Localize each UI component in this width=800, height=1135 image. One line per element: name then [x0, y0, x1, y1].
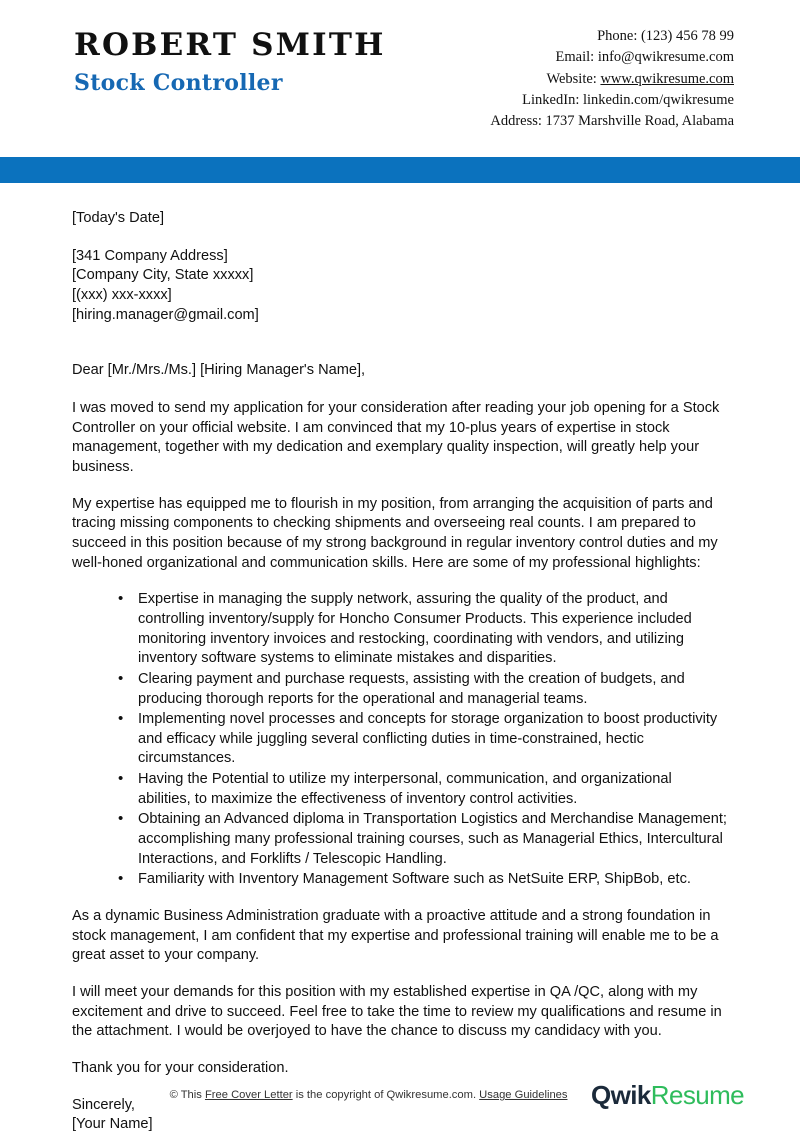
letter-body — [0, 183, 800, 1135]
footer-copyright-middle: is the copyright of Qwikresume.com. — [292, 1089, 480, 1101]
signoff-name: [Your Name] — [72, 1116, 153, 1133]
paragraph-intro: I was moved to send my application for your consideration after reading your job opening for a Stock Controller on your official website. I am convinced that my 10-plus years of expertise in stock management, together with my dedication and exemplary quality inspection, will greatly help your business. — [72, 399, 720, 476]
paragraph-closing: I will meet your demands for this position with my established expertise in QA /QC, along with my excitement and drive to succeed. Feel free to take the time to review my qualifications and resume in the attachment. I would be overjoyed to have the chance to discuss my candidacy with you. — [72, 983, 722, 1040]
free-cover-letter-link[interactable]: Free Cover Letter — [204, 1089, 293, 1101]
footer-copyright-prefix: © This — [169, 1089, 205, 1101]
list-item: • Obtaining an Advanced diploma in Transportation Logistics and Merchandise Management; accomplishing many professional training courses, such as Managerial Ethics, Intercultural Interactions, and Forklifts / Telescopic Handling. — [118, 810, 728, 869]
date-and-recipient — [72, 209, 728, 325]
list-item: • Having the Potential to utilize my interpersonal, communication, and organizational abilities, to maximize the effectiveness of inventory control activities. — [118, 770, 728, 809]
paragraph-graduate: As a dynamic Business Administration graduate with a proactive attitude and a strong foundation in stock management, I am confident that my expertise and professional training will enable me to be a great asset to your company. — [72, 907, 719, 964]
recipient-email-line: [hiring.manager@gmail.com] — [72, 306, 259, 323]
document-header — [0, 0, 800, 157]
recipient-phone-line: [(xxx) xxx-xxxx] — [72, 287, 172, 304]
header-accent-bar — [0, 157, 800, 183]
recipient-city-line: [Company City, State xxxxx] — [72, 267, 254, 284]
contact-website-link[interactable]: www.qwikresume.com — [600, 70, 734, 87]
contact-linkedin: LinkedIn: linkedin.com/qwikresume — [522, 91, 734, 108]
signoff-closing: Sincerely, — [72, 1096, 135, 1113]
list-item: • Clearing payment and purchase requests, assisting with the creation of budgets, and producing thorough reports for the operational and managerial teams. — [118, 670, 728, 709]
logo-text-resume: Resume — [650, 1079, 744, 1110]
header-identity — [74, 22, 386, 97]
logo-text-qwik: Qwik — [591, 1079, 651, 1110]
salutation: Dear [Mr./Mrs./Ms.] [Hiring Manager's Name], — [72, 362, 366, 379]
contact-address: Address: 1737 Marshville Road, Alabama — [490, 113, 734, 130]
recipient-address-line: [341 Company Address] — [72, 247, 228, 264]
usage-guidelines-link[interactable]: Usage Guidelines — [479, 1089, 568, 1101]
paragraph-expertise: My expertise has equipped me to flourish in my position, from arranging the acquisition of parts and tracing missing components to checking shipments and overseeing real counts. I am prepared to succeed in this position because of my strong background in regular inventory control duties and my well-honed organizational and communication skills. Here are some of my professional highlights: — [72, 495, 718, 571]
contact-website-label: Website: — [546, 70, 601, 87]
contact-website — [490, 69, 734, 90]
thank-you-line: Thank you for your consideration. — [72, 1059, 289, 1076]
list-item: • Implementing novel processes and concepts for storage organization to boost productivity and efficacy while juggling several conflicting duties in time-constrained, hectic circumstances. — [118, 710, 728, 769]
contact-email: Email: info@qwikresume.com — [555, 49, 734, 66]
list-item: • Familiarity with Inventory Management Software such as NetSuite ERP, ShipBob, etc. — [118, 870, 728, 890]
contact-phone: Phone: (123) 456 78 99 — [597, 28, 734, 44]
professional-highlights-list — [72, 590, 728, 889]
list-item: • Expertise in managing the supply network, assuring the quality of the product, and controlling inventory/supply for Honcho Consumer Products. This experience included monitoring inventory invoices and restocking, coordinating with vendors, and utilizing inventory software systems to eliminate mistakes and disparities. — [118, 590, 728, 669]
letter-date: [Today's Date] — [72, 210, 165, 226]
footer-copyright — [56, 1089, 591, 1101]
candidate-name: ROBERT SMITH — [74, 27, 386, 63]
contact-block — [490, 22, 734, 133]
candidate-job-title: Stock Controller — [74, 69, 283, 96]
document-footer — [0, 1069, 800, 1131]
qwikresume-logo[interactable] — [591, 1080, 744, 1111]
